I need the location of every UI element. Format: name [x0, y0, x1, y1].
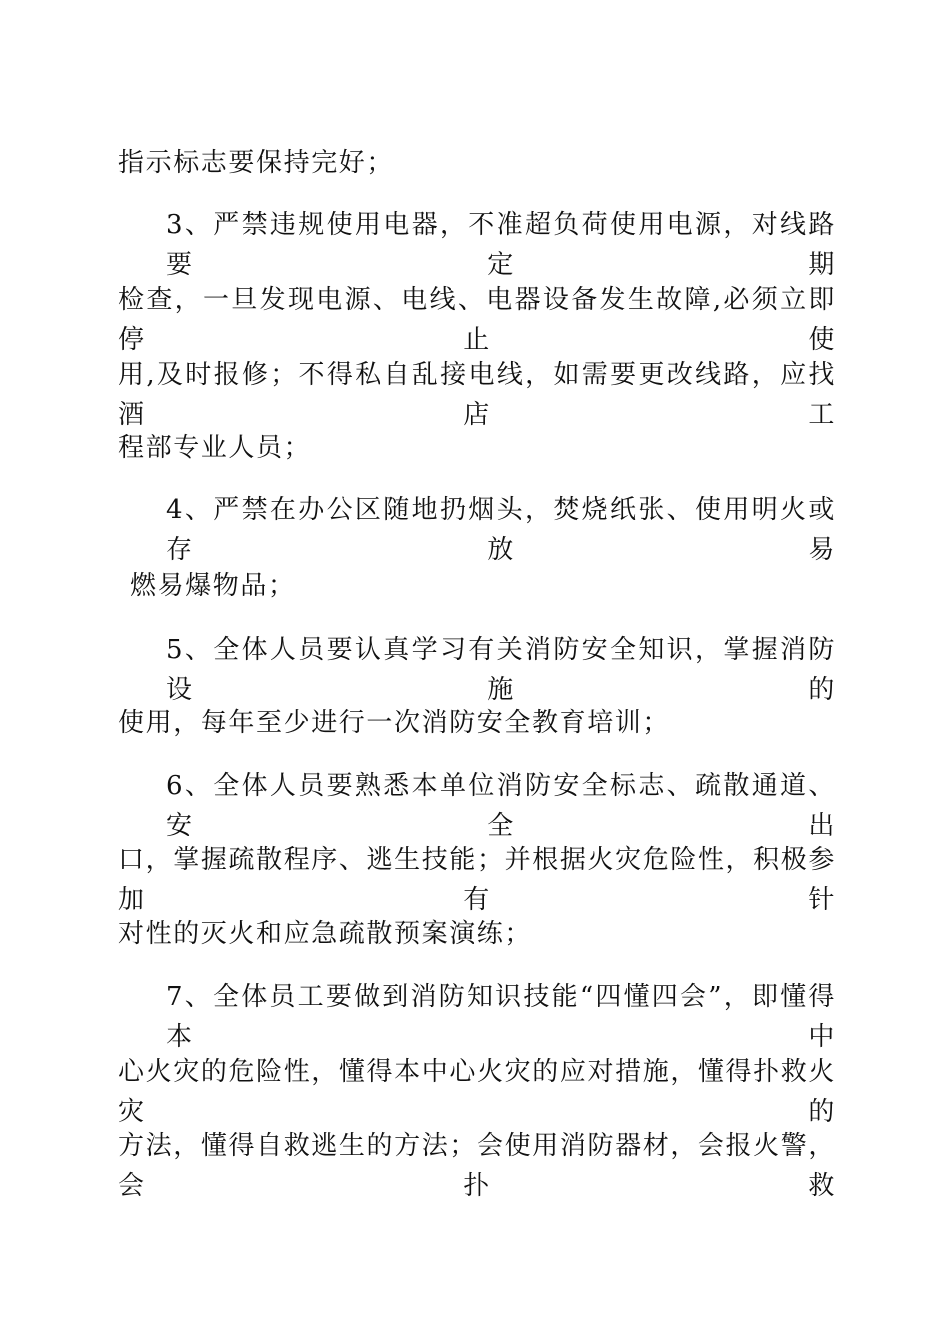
- paragraph-3-start: 3、严禁违规使用电器，不准超负荷使用电源，对线路要定期: [166, 210, 836, 280]
- text-line: 方法，懂得自救逃生的方法；会使用消防器材，会报火警，会扑救: [118, 1131, 836, 1201]
- text-line: 心火灾的危险性，懂得本中心火灾的应对措施，懂得扑救火灾的: [118, 1057, 836, 1127]
- text-line: 用,及时报修；不得私自乱接电线，如需要更改线路，应找酒店工: [118, 360, 836, 430]
- text-line: 检查，一旦发现电源、电线、电器设备发生故障,必须立即停止使: [118, 285, 836, 355]
- text-line: 使用，每年至少进行一次消防安全教育培训；: [118, 708, 671, 738]
- paragraph-4-start: 4、严禁在办公区随地扔烟头，焚烧纸张、使用明火或存放易: [166, 495, 836, 565]
- text-line: 燃易爆物品；: [130, 571, 296, 601]
- text-line: 指示标志要保持完好；: [118, 148, 395, 178]
- paragraph-7-start: 7、全体员工要做到消防知识技能“四懂四会”，即懂得本中: [166, 982, 836, 1052]
- text-line: 口，掌握疏散程序、逃生技能；并根据火灾危险性，积极参加有针: [118, 845, 836, 915]
- paragraph-6-start: 6、全体人员要熟悉本单位消防安全标志、疏散通道、安全出: [166, 771, 836, 841]
- paragraph-5-start: 5、全体人员要认真学习有关消防安全知识，掌握消防设施的: [166, 635, 836, 705]
- text-line: 程部专业人员；: [118, 433, 312, 463]
- text-line: 对性的灭火和应急疏散预案演练；: [118, 919, 533, 949]
